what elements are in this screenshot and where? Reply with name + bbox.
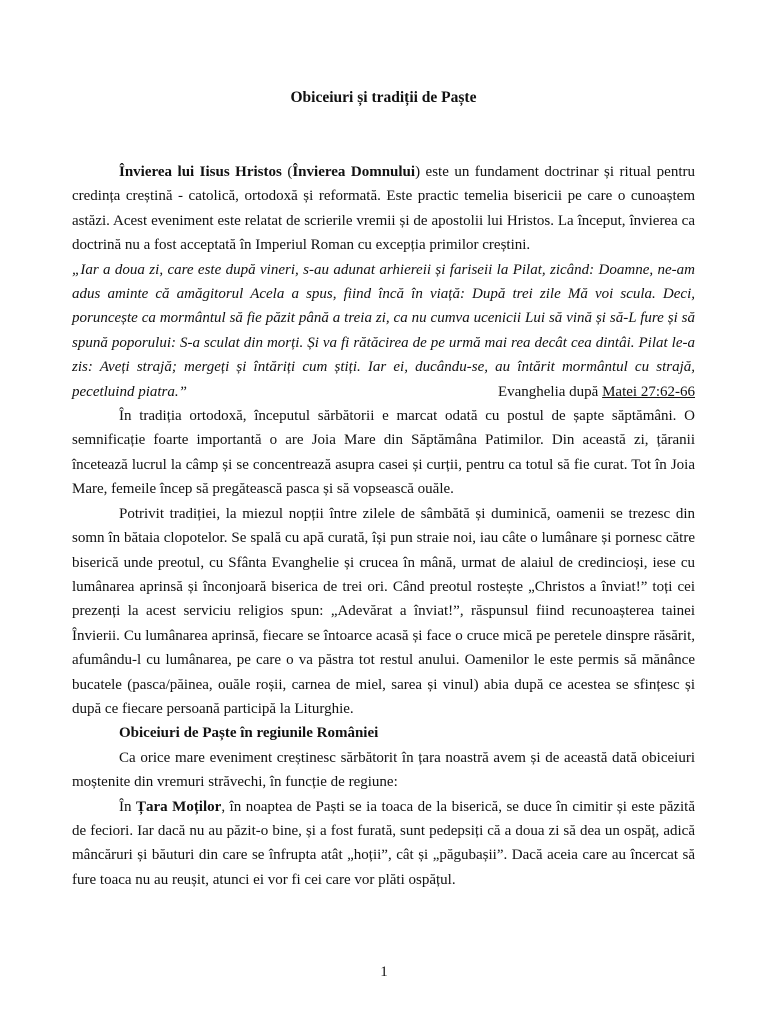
paragraph-orthodox-tradition: În tradiția ortodoxă, începutul sărbătorii e marcat odată cu postul de șapte săptămâni. O semnificație foarte importantă o are Joia Mare din Săptămâna Patimilor. Din această zi, țăranii încetează lucrul la câmp și se concentrează asupra casei și curții, pentru ca totul să fie curat. Tot în Joia Mare, femeile încep să pregătească pasca și să vopsească ouăle. xyxy=(72,408,695,498)
bold-term-tara-motilor: Țara Moților xyxy=(136,798,222,815)
bold-term-lord-resurrection: Învierea Domnului xyxy=(292,164,416,180)
document-body xyxy=(72,88,695,892)
quote-text: „Iar a doua zi, care este după vineri, s-au adunat arhiereii și fariseii la Pilat, zicând: Doamne, ne-am adus aminte că amăgitorul Acela a spus, fiind încă în viață: După trei zile Mă voi scula. Deci, poruncește ca mormântul să fie păzit până a treia zi, ca nu cumva ucenicii Lui să vină și să-L fure și să spună poporului: S-a sculat din morți. Și va fi rătăcirea de pe urmă mai rea decât cea dintâi. Pilat le-a zis: Aveți strajă; mergeți și întăriți cum știți. Iar ei, ducându-se, au întărit mormântul cu strajă, pecetluind piatra.” xyxy=(72,261,695,400)
quote-source-reference: Matei 27:62-66 xyxy=(602,383,695,400)
section-heading-regions: Obiceiuri de Paște în regiunile României xyxy=(119,725,379,742)
page-number: 1 xyxy=(380,964,388,980)
paragraph-regional-intro: Ca orice mare eveniment creștinesc sărbătorit în țara noastră avem și de această dată obiceiuri moștenite din vremuri străvechi, în funcție de regiune: xyxy=(72,749,695,791)
paragraph-easter-night: Potrivit tradiției, la miezul nopții între zilele de sâmbătă și duminică, oamenii se trezesc din somn în bătaia clopotelor. Se spală cu apă curată, își pun straie noi, iau câte o lumânare și pornesc către biserică unde preotul, cu Sfânta Evanghelie și crucea în mână, urmat de alaiul de credincioși, iese cu lumânarea aprinsă și înconjoară biserica de trei ori. Când preotul rostește „Christos a înviat!” toți cei prezenți la acest serviciu religios spun: „Adevărat a înviat!”, răspunsul fiind recunoașterea tainei Învierii. Cu lumânarea aprinsă, fiecare se întoarce acasă și face o cruce mică pe peretele dinspre răsărit, afumându-l cu lumânarea, pe care o va păstra tot restul anului. Oamenilor le este permis să mănânce bucatele (pasca/păinea, ouăle roșii, carnea de miel, sarea și vinul) abia după ce acestea se sfințesc și după ce fiecare persoană participă la Liturghie. xyxy=(72,505,695,717)
paragraph-intro: Învierea lui Iisus Hristos (Învierea Domnului) este un fundament doctrinar și ritual pentru credința creștină - catolică, ortodoxă și reformată. Este practic temelia bisericii pe care o cunoaștem astăzi. Acest eveniment este relatat de scrierile vremii și de apostolii lui Hristos. La început, învierea ca doctrină nu a fost acceptată în Imperiul Roman cu excepția primilor creștini. xyxy=(72,164,695,254)
gospel-quote xyxy=(72,258,695,404)
quote-source: Evanghelia după Matei 27:62-66 xyxy=(497,383,695,400)
bold-term-resurrection: Învierea lui Iisus Hristos xyxy=(119,164,282,180)
paragraph-tara-motilor: În Țara Moților, în noaptea de Paști se ia toaca de la biserică, se duce în cimitir și este păzită de feciori. Iar dacă nu au păzit-o bine, și a fost furată, sunt pedepsiți că a doua zi să dea un ospăț, adică mâncăruri și băuturi din care se înfrupta atât „hoții”, cât și „păgubașii”. Dacă aceia care au încercat să fure toaca nu au reușit, atunci ei vor fi cei care vor plăti ospățul. xyxy=(72,798,696,888)
document-title: Obiceiuri și tradiții de Paște xyxy=(290,89,477,106)
